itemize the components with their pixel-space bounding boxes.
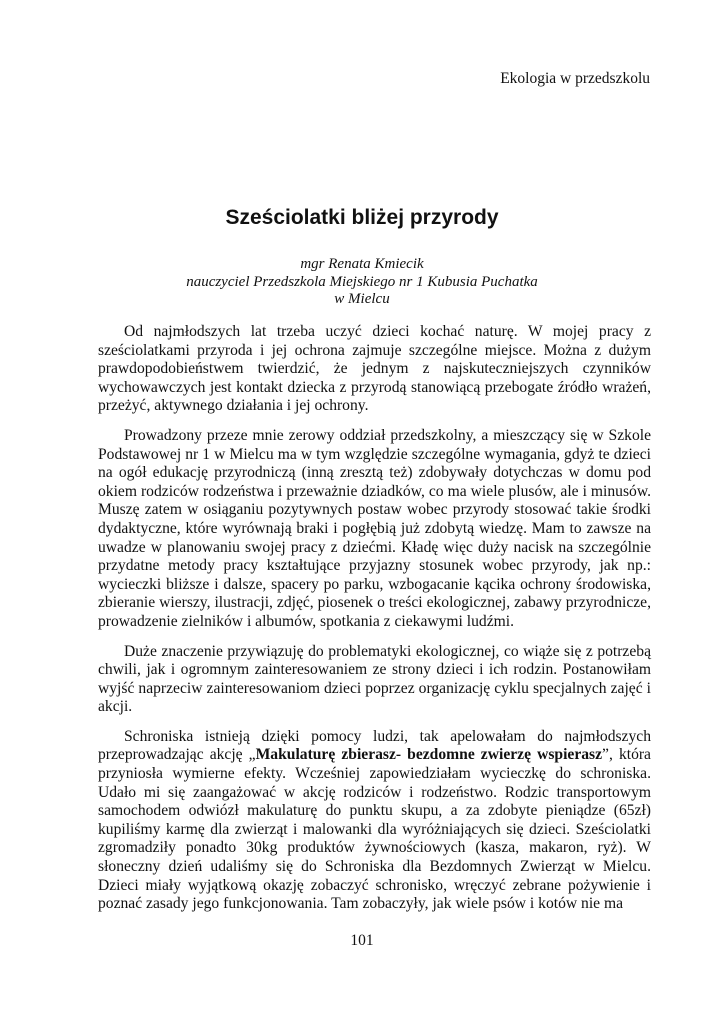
article-body xyxy=(98,323,651,914)
paragraph-4 xyxy=(98,728,651,914)
article-title: Sześciolatki bliżej przyrody xyxy=(225,206,499,229)
paragraph-4-after: ”, która przyniosła wymierne efekty. Wcześniej zapowiedziałam wycieczkę do schroniska. Udało mi się zaangażować w akcję rodziców i rodzeństwo. Rodzic transportowym samochodem odwiózł makulaturę do punktu skupu, a za zdobyte pieniądze (65zł) kupiliśmy karmę dla zwierząt i malowanki dla wyróżniających się dzieci. Sześciolatki zgromadziły ponadto 30kg produktów żywnościowych (kasza, makaron, ryż). W słoneczny dzień udaliśmy się do Schroniska dla Bezdomnych Zwierząt w Mielcu. Dzieci miały wyjątkową okazję zobaczyć schronisko, wręczyć zebrane pożywienie i poznać zasady jego funkcjonowania. Tam zobaczyły, jak wiele psów i kotów nie ma xyxy=(98,746,651,913)
page-number: 101 xyxy=(350,932,374,949)
paragraph-2: Prowadzony przeze mnie zerowy oddział przedszkolny, a mieszczący się w Szkole Podstawowej nr 1 w Mielcu ma w tym względzie szczególne wymagania, gdyż te dzieci na ogół edukację przyrodniczą (inną zresztą też) zdobywały dotychczas w domu pod okiem rodziców rodzeństwa i przeważnie dziadków, co ma wiele plusów, ale i minusów. Muszę zatem w osiąganiu pozytywnych postaw wobec przyrody stosować takie środki dydaktyczne, które wyrównają braki i pogłębią już zdobytą wiedzę. Mam to zawsze na uwadze w planowaniu swojej pracy z dziećmi. Kładę więc duży nacisk na szczególnie przydatne metody pracy kształtujące przyjazny stosunek wobec przyrody, jak np.: wycieczki bliższe i dalsze, spacery po parku, wzbogacanie kącika ochrony środowiska, zbieranie wierszy, ilustracji, zdjęć, piosenek o treści ekologicznej, zabawy przyrodnicze, prowadzenie zielników i albumów, spotkania z ciekawymi ludźmi. xyxy=(98,426,651,630)
byline xyxy=(0,256,724,309)
running-header: Ekologia w przedszkolu xyxy=(500,70,650,87)
author-affiliation: nauczyciel Przedszkola Miejskiego nr 1 Kubusia Puchatka xyxy=(186,273,538,290)
author-location: w Mielcu xyxy=(334,291,390,307)
paragraph-3: Duże znaczenie przywiązuję do problematyki ekologicznej, co wiąże się z potrzebą chwili, jak i ogromnym zainteresowaniem ze strony dzieci i ich rodzin. Postanowiłam wyjść naprzeciw zainteresowaniom dzieci poprzez organizację cyklu specjalnych zajęć i akcji. xyxy=(98,642,651,716)
campaign-slogan: Makulaturę zbierasz- bezdomne zwierzę wspierasz xyxy=(255,746,603,764)
paragraph-1: Od najmłodszych lat trzeba uczyć dzieci kochać naturę. W mojej pracy z sześciolatkami przyroda i jej ochrona zajmuje szczególne miejsce. Można z dużym prawdopodobieństwem twierdzić, że jednym z najskuteczniejszych czynników wychowawczych jest kontakt dziecka z przyrodą stanowiącą przebogate źródło wrażeń, przeżyć, aktywnego działania i jej ochrony. xyxy=(98,323,651,415)
paragraph-4-before: Schroniska istnieją dzięki pomocy ludzi, tak apelowałam do najmłodszych przeprowadzając akcję „ xyxy=(98,727,651,764)
author-name: mgr Renata Kmiecik xyxy=(300,256,424,272)
